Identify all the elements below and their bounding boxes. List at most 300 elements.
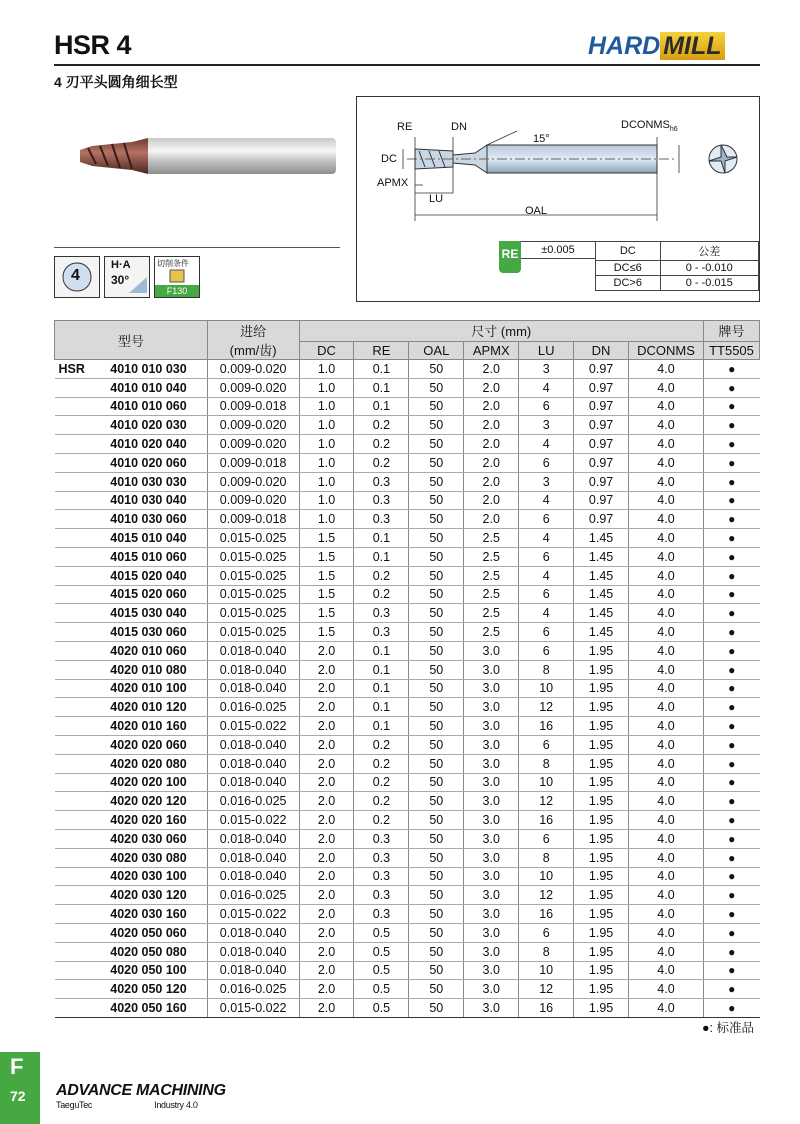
table-row [55, 566, 760, 585]
value-cell: 3 [519, 472, 574, 491]
value-cell: 4.0 [629, 867, 704, 886]
value-cell: 0.018-0.040 [207, 867, 299, 886]
value-cell: 12 [519, 698, 574, 717]
model-cell: 4010 020 030 [55, 416, 208, 435]
value-cell: 50 [409, 848, 464, 867]
value-cell: 4.0 [629, 717, 704, 736]
value-cell: 2.0 [464, 491, 519, 510]
model-cell: 4010 020 060 [55, 453, 208, 472]
value-cell: 2.0 [299, 886, 354, 905]
model-cell: 4010 010 060 [55, 397, 208, 416]
value-cell: 4.0 [629, 980, 704, 999]
value-cell: 3.0 [464, 773, 519, 792]
stock-indicator: ● [703, 510, 759, 529]
value-cell: 0.009-0.020 [207, 435, 299, 454]
stock-indicator: ● [703, 961, 759, 980]
value-cell: 1.0 [299, 472, 354, 491]
stock-indicator: ● [703, 754, 759, 773]
value-cell: 10 [519, 961, 574, 980]
value-cell: 2.5 [464, 529, 519, 548]
value-cell: 4.0 [629, 679, 704, 698]
value-cell: 3.0 [464, 867, 519, 886]
value-cell: 4 [519, 491, 574, 510]
stock-indicator: ● [703, 735, 759, 754]
table-row [55, 547, 760, 566]
model-cell: 4020 020 120 [55, 792, 208, 811]
value-cell: 6 [519, 923, 574, 942]
value-cell: 1.95 [574, 698, 629, 717]
stock-indicator: ● [703, 905, 759, 924]
table-row [55, 923, 760, 942]
value-cell: 4.0 [629, 698, 704, 717]
table-row [55, 360, 760, 379]
table-row [55, 435, 760, 454]
value-cell: 0.1 [354, 397, 409, 416]
model-cell: 4020 020 100 [55, 773, 208, 792]
value-cell: 0.97 [574, 397, 629, 416]
value-cell: 1.95 [574, 886, 629, 905]
value-cell: 0.97 [574, 360, 629, 379]
stock-indicator: ● [703, 660, 759, 679]
stock-indicator: ● [703, 604, 759, 623]
value-cell: 50 [409, 735, 464, 754]
value-cell: 2.0 [299, 754, 354, 773]
value-cell: 0.018-0.040 [207, 829, 299, 848]
table-row [55, 453, 760, 472]
value-cell: 0.015-0.025 [207, 547, 299, 566]
legend: ●: 标准品 [702, 1021, 754, 1035]
tol-header-dc: DC [596, 242, 661, 261]
value-cell: 0.009-0.020 [207, 360, 299, 379]
value-cell: 6 [519, 585, 574, 604]
stock-indicator: ● [703, 529, 759, 548]
model-cell: 4020 050 120 [55, 980, 208, 999]
model-cell: 4020 010 160 [55, 717, 208, 736]
value-cell: 0.009-0.018 [207, 453, 299, 472]
model-cell: 4020 050 100 [55, 961, 208, 980]
value-cell: 2.0 [299, 792, 354, 811]
value-cell: 2.0 [464, 397, 519, 416]
value-cell: 0.015-0.025 [207, 566, 299, 585]
flute-count: 4 [71, 267, 80, 284]
model-cell: 4010 010 040 [55, 378, 208, 397]
value-cell: 0.018-0.040 [207, 923, 299, 942]
value-cell: 1.5 [299, 585, 354, 604]
value-cell: 0.3 [354, 472, 409, 491]
value-cell: 0.3 [354, 491, 409, 510]
product-table [54, 320, 760, 1018]
value-cell: 2.0 [299, 679, 354, 698]
value-cell: 2.0 [299, 735, 354, 754]
value-cell: 50 [409, 604, 464, 623]
table-row [55, 886, 760, 905]
value-cell: 3.0 [464, 980, 519, 999]
stock-indicator: ● [703, 679, 759, 698]
value-cell: 0.97 [574, 491, 629, 510]
value-cell: 0.018-0.040 [207, 735, 299, 754]
table-row [55, 472, 760, 491]
table-row [55, 867, 760, 886]
value-cell: 0.3 [354, 510, 409, 529]
value-cell: 4 [519, 435, 574, 454]
value-cell: 0.2 [354, 416, 409, 435]
cutting-condition-icon [154, 256, 200, 298]
model-cell: 4020 010 080 [55, 660, 208, 679]
col-tt5505: TT5505 [703, 341, 759, 359]
value-cell: 1.95 [574, 735, 629, 754]
value-cell: 16 [519, 999, 574, 1018]
value-cell: 16 [519, 905, 574, 924]
value-cell: 1.95 [574, 980, 629, 999]
value-cell: 50 [409, 999, 464, 1018]
table-row [55, 397, 760, 416]
value-cell: 0.1 [354, 698, 409, 717]
value-cell: 0.009-0.020 [207, 378, 299, 397]
value-cell: 0.97 [574, 472, 629, 491]
value-cell: 2.0 [299, 773, 354, 792]
table-row [55, 416, 760, 435]
stock-indicator: ● [703, 848, 759, 867]
value-cell: 2.0 [299, 867, 354, 886]
stock-indicator: ● [703, 397, 759, 416]
value-cell: 1.95 [574, 905, 629, 924]
table-row [55, 811, 760, 830]
page-title: HSR 4 [54, 30, 132, 60]
table-row [55, 792, 760, 811]
re-tolerance: ±0.005 [521, 241, 596, 259]
value-cell: 0.018-0.040 [207, 773, 299, 792]
value-cell: 4 [519, 604, 574, 623]
table-row [55, 999, 760, 1018]
value-cell: 1.5 [299, 604, 354, 623]
value-cell: 2.0 [299, 923, 354, 942]
value-cell: 0.015-0.022 [207, 905, 299, 924]
value-cell: 3 [519, 360, 574, 379]
value-cell: 4.0 [629, 623, 704, 642]
value-cell: 4.0 [629, 547, 704, 566]
value-cell: 2.5 [464, 566, 519, 585]
value-cell: 1.0 [299, 510, 354, 529]
col-dconms: DCONMS [629, 341, 704, 359]
value-cell: 1.45 [574, 623, 629, 642]
value-cell: 0.016-0.025 [207, 698, 299, 717]
value-cell: 3.0 [464, 961, 519, 980]
model-cell: 4020 050 080 [55, 942, 208, 961]
value-cell: 4.0 [629, 792, 704, 811]
table-row [55, 735, 760, 754]
value-cell: 0.018-0.040 [207, 961, 299, 980]
value-cell: 50 [409, 923, 464, 942]
value-cell: 10 [519, 867, 574, 886]
stock-indicator: ● [703, 717, 759, 736]
value-cell: 2.5 [464, 623, 519, 642]
value-cell: 2.0 [299, 905, 354, 924]
value-cell: 0.97 [574, 510, 629, 529]
value-cell: 0.3 [354, 848, 409, 867]
value-cell: 0.016-0.025 [207, 886, 299, 905]
table-row [55, 679, 760, 698]
value-cell: 6 [519, 623, 574, 642]
value-cell: 50 [409, 435, 464, 454]
value-cell: 1.95 [574, 792, 629, 811]
value-cell: 50 [409, 961, 464, 980]
value-cell: 4.0 [629, 754, 704, 773]
value-cell: 6 [519, 510, 574, 529]
value-cell: 50 [409, 679, 464, 698]
stock-indicator: ● [703, 585, 759, 604]
value-cell: 3.0 [464, 735, 519, 754]
value-cell: 0.2 [354, 754, 409, 773]
model-cell: 4020 020 160 [55, 811, 208, 830]
value-cell: 0.015-0.025 [207, 585, 299, 604]
value-cell: 3.0 [464, 717, 519, 736]
value-cell: 0.5 [354, 961, 409, 980]
stock-indicator: ● [703, 980, 759, 999]
value-cell: 0.97 [574, 435, 629, 454]
value-cell: 6 [519, 641, 574, 660]
value-cell: 0.018-0.040 [207, 942, 299, 961]
value-cell: 0.5 [354, 980, 409, 999]
table-row [55, 942, 760, 961]
value-cell: 4.0 [629, 416, 704, 435]
value-cell: 4.0 [629, 848, 704, 867]
value-cell: 1.95 [574, 923, 629, 942]
label-lu: LU [429, 193, 444, 205]
value-cell: 0.5 [354, 923, 409, 942]
value-cell: 3.0 [464, 811, 519, 830]
value-cell: 4.0 [629, 923, 704, 942]
value-cell: 1.95 [574, 641, 629, 660]
value-cell: 4.0 [629, 453, 704, 472]
value-cell: 3.0 [464, 829, 519, 848]
value-cell: 4.0 [629, 472, 704, 491]
table-row [55, 604, 760, 623]
value-cell: 4.0 [629, 435, 704, 454]
value-cell: 50 [409, 660, 464, 679]
value-cell: 0.1 [354, 679, 409, 698]
value-cell: 0.2 [354, 566, 409, 585]
section-divider [54, 247, 340, 248]
model-cell: 4010 030 030 [55, 472, 208, 491]
value-cell: 0.1 [354, 529, 409, 548]
value-cell: 4.0 [629, 735, 704, 754]
value-cell: 6 [519, 453, 574, 472]
table-row [55, 641, 760, 660]
label-dn: DN [451, 121, 467, 133]
value-cell: 2.0 [299, 942, 354, 961]
header-grade: 牌号 [703, 321, 759, 342]
helix-label: H·A [111, 259, 131, 271]
value-cell: 50 [409, 886, 464, 905]
value-cell: 3.0 [464, 905, 519, 924]
stock-indicator: ● [703, 641, 759, 660]
value-cell: 0.1 [354, 660, 409, 679]
value-cell: 0.009-0.018 [207, 397, 299, 416]
table-row [55, 848, 760, 867]
value-cell: 0.97 [574, 378, 629, 397]
value-cell: 0.2 [354, 773, 409, 792]
model-cell: 4015 010 040 [55, 529, 208, 548]
value-cell: 4.0 [629, 585, 704, 604]
tol-header-tol: 公差 [660, 242, 758, 261]
value-cell: 50 [409, 829, 464, 848]
value-cell: 0.015-0.022 [207, 717, 299, 736]
table-row [55, 754, 760, 773]
tol-cell: DC>6 [596, 276, 661, 291]
header-feed: 进给 (mm/齿) [207, 321, 299, 360]
value-cell: 10 [519, 773, 574, 792]
value-cell: 2.0 [464, 472, 519, 491]
value-cell: 4.0 [629, 360, 704, 379]
model-cell: 4020 030 100 [55, 867, 208, 886]
value-cell: 4.0 [629, 886, 704, 905]
value-cell: 4 [519, 529, 574, 548]
value-cell: 3.0 [464, 679, 519, 698]
table-row [55, 717, 760, 736]
stock-indicator: ● [703, 416, 759, 435]
value-cell: 4 [519, 566, 574, 585]
stock-indicator: ● [703, 942, 759, 961]
value-cell: 12 [519, 886, 574, 905]
model-cell: 4015 010 060 [55, 547, 208, 566]
table-row [55, 378, 760, 397]
value-cell: 0.015-0.022 [207, 811, 299, 830]
value-cell: 0.3 [354, 905, 409, 924]
cutting-condition-ref: F130 [155, 285, 199, 297]
stock-indicator: ● [703, 623, 759, 642]
value-cell: 50 [409, 453, 464, 472]
value-cell: 4.0 [629, 378, 704, 397]
value-cell: 1.95 [574, 717, 629, 736]
stock-indicator: ● [703, 566, 759, 585]
value-cell: 0.5 [354, 999, 409, 1018]
value-cell: 4.0 [629, 999, 704, 1018]
value-cell: 1.45 [574, 585, 629, 604]
stock-indicator: ● [703, 472, 759, 491]
value-cell: 3.0 [464, 698, 519, 717]
value-cell: 2.0 [299, 961, 354, 980]
table-row [55, 491, 760, 510]
helix-angle: 30° [111, 273, 130, 287]
value-cell: 1.95 [574, 961, 629, 980]
header-divider [54, 64, 760, 66]
value-cell: 0.2 [354, 735, 409, 754]
table-row [55, 829, 760, 848]
value-cell: 2.0 [299, 829, 354, 848]
value-cell: 1.95 [574, 942, 629, 961]
value-cell: 8 [519, 942, 574, 961]
model-cell: 4020 030 080 [55, 848, 208, 867]
value-cell: 0.1 [354, 378, 409, 397]
value-cell: 50 [409, 397, 464, 416]
value-cell: 0.2 [354, 453, 409, 472]
value-cell: 1.95 [574, 773, 629, 792]
value-cell: 0.018-0.040 [207, 754, 299, 773]
value-cell: 2.0 [299, 660, 354, 679]
value-cell: 2.5 [464, 604, 519, 623]
value-cell: 50 [409, 360, 464, 379]
table-row [55, 773, 760, 792]
value-cell: 0.016-0.025 [207, 792, 299, 811]
model-cell: 4020 030 060 [55, 829, 208, 848]
value-cell: 2.0 [299, 980, 354, 999]
dc-tolerance-table [595, 241, 759, 291]
value-cell: 50 [409, 623, 464, 642]
table-row [55, 623, 760, 642]
value-cell: 0.1 [354, 717, 409, 736]
value-cell: 4.0 [629, 529, 704, 548]
value-cell: 6 [519, 829, 574, 848]
value-cell: 0.3 [354, 867, 409, 886]
model-cell: 4020 010 120 [55, 698, 208, 717]
label-dc: DC [381, 153, 397, 165]
table-row [55, 980, 760, 999]
value-cell: 3 [519, 416, 574, 435]
model-cell: 4020 050 160 [55, 999, 208, 1018]
value-cell: 0.015-0.025 [207, 529, 299, 548]
value-cell: 16 [519, 811, 574, 830]
model-cell: 4015 020 060 [55, 585, 208, 604]
tol-cell: 0 - -0.010 [660, 261, 758, 276]
value-cell: 0.009-0.020 [207, 491, 299, 510]
value-cell: 3.0 [464, 942, 519, 961]
value-cell: 1.0 [299, 397, 354, 416]
model-cell: 4010 020 040 [55, 435, 208, 454]
footer-logo: ADVANCE MACHINING TaeguTec Industry 4.0 [56, 1082, 226, 1110]
value-cell: 2.0 [299, 641, 354, 660]
table-row [55, 660, 760, 679]
value-cell: 1.5 [299, 566, 354, 585]
value-cell: 12 [519, 792, 574, 811]
value-cell: 0.97 [574, 416, 629, 435]
value-cell: 50 [409, 867, 464, 886]
value-cell: 0.015-0.025 [207, 604, 299, 623]
col-dc: DC [299, 341, 354, 359]
end-mill-image [76, 132, 340, 180]
header-dimensions: 尺寸 (mm) [299, 321, 703, 342]
stock-indicator: ● [703, 360, 759, 379]
value-cell: 0.2 [354, 792, 409, 811]
stock-indicator: ● [703, 829, 759, 848]
label-re: RE [397, 121, 413, 133]
stock-indicator: ● [703, 435, 759, 454]
value-cell: 50 [409, 472, 464, 491]
value-cell: 2.5 [464, 547, 519, 566]
stock-indicator: ● [703, 773, 759, 792]
value-cell: 3.0 [464, 923, 519, 942]
value-cell: 0.016-0.025 [207, 980, 299, 999]
col-apmx: APMX [464, 341, 519, 359]
value-cell: 3.0 [464, 660, 519, 679]
value-cell: 0.5 [354, 942, 409, 961]
value-cell: 50 [409, 980, 464, 999]
helix-angle-icon [104, 256, 150, 298]
value-cell: 3.0 [464, 848, 519, 867]
value-cell: 0.3 [354, 829, 409, 848]
value-cell: 0.2 [354, 585, 409, 604]
table-row [55, 529, 760, 548]
value-cell: 1.45 [574, 566, 629, 585]
value-cell: 4.0 [629, 829, 704, 848]
value-cell: 0.015-0.022 [207, 999, 299, 1018]
brand-logo: HARD MILL [588, 32, 725, 61]
value-cell: 3.0 [464, 641, 519, 660]
value-cell: 0.018-0.040 [207, 848, 299, 867]
value-cell: 4.0 [629, 811, 704, 830]
model-cell: 4015 020 040 [55, 566, 208, 585]
label-angle: 15° [533, 133, 550, 145]
value-cell: 1.45 [574, 604, 629, 623]
